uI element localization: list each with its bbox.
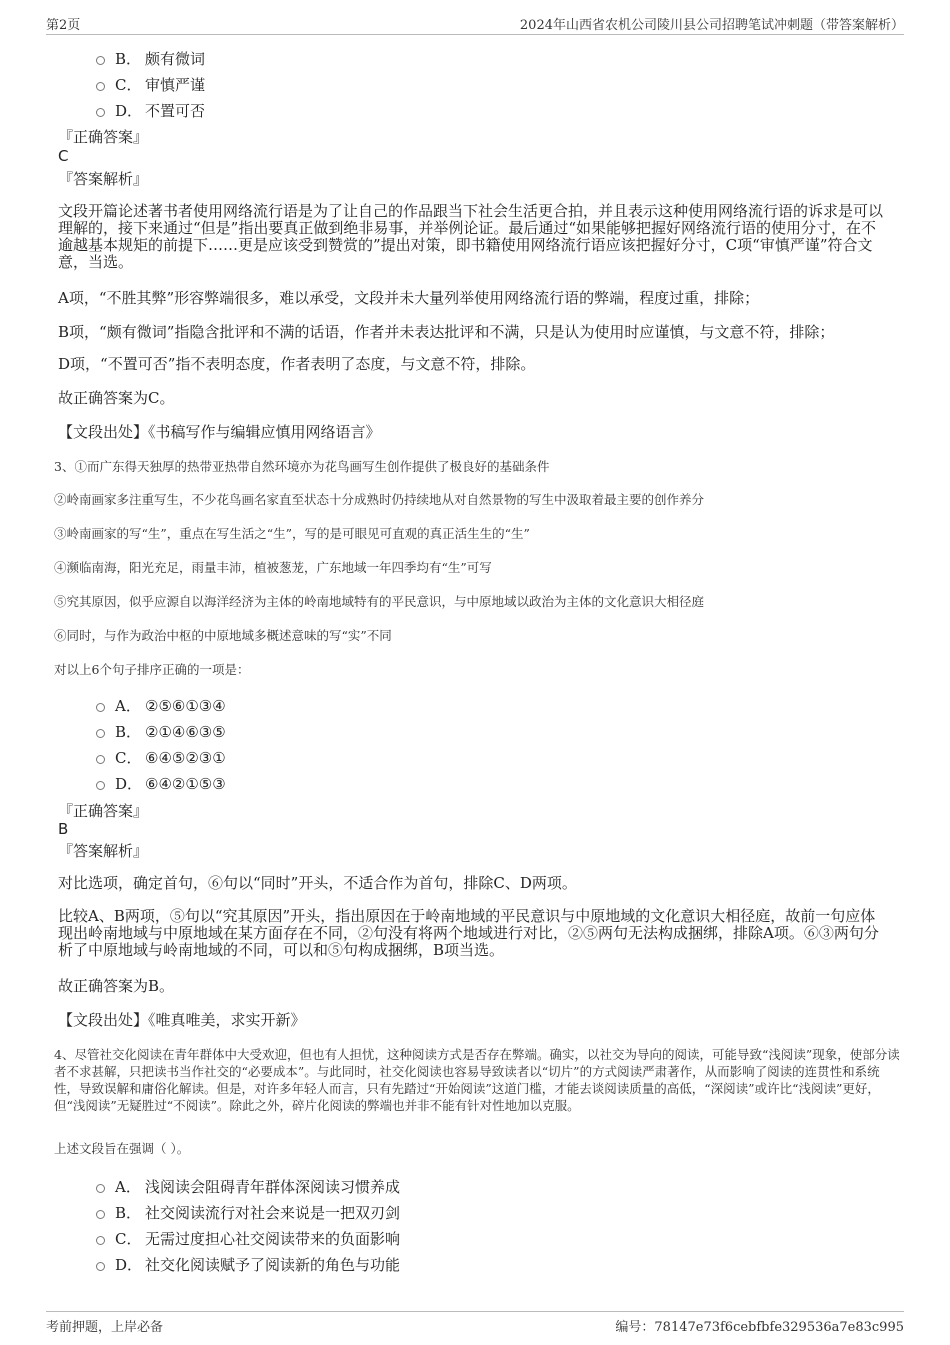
q2-analysis-para: A项，“不胜其弊”形容弊端很多，难以承受，文段并未大量列举使用网络流行语的弊端，程度过重，排除； bbox=[58, 289, 760, 307]
q3-analysis-para: 对比选项，确定首句，⑥句以“同时”开头，不适合作为首句，排除C、D两项。 bbox=[58, 874, 577, 892]
q2-option-c[interactable]: C． 审慎严谨 bbox=[96, 74, 205, 95]
radio-icon[interactable] bbox=[96, 729, 105, 738]
q3-analysis-para: 故正确答案为B。 bbox=[58, 977, 175, 995]
q2-analysis-para: 文段开篇论述著书者使用网络流行语是为了让自己的作品跟当下社会生活更合拍，并且表示这种使用网络流行语的诉求是可以理解的，接下来通过“但是”指出要真正做到绝非易事，并举例论证。最后通过“如果能够把握好网络流行语的使用分寸，在不逾越基本规矩的前提下……更是应该受到赞赏的”提出对策，即书籍使用网络流行语应该把握好分寸，C项“审慎严谨”符合文意，当选。 bbox=[58, 202, 884, 271]
page-header bbox=[46, 12, 904, 35]
radio-icon[interactable] bbox=[96, 108, 105, 117]
q3-sentence: ④濒临南海，阳光充足，雨量丰沛，植被葱茏，广东地域一年四季均有“生”可写 bbox=[54, 560, 492, 575]
q2-analysis-label: 『答案解析』 bbox=[58, 170, 149, 188]
radio-icon[interactable] bbox=[96, 82, 105, 91]
q4-option-b[interactable]: B． 社交阅读流行对社会来说是一把双刃剑 bbox=[96, 1202, 400, 1223]
q3-sentence: ⑤究其原因，似乎应源自以海洋经济为主体的岭南地域特有的平民意识，与中原地域以政治为主体的文化意识大相径庭 bbox=[54, 594, 705, 609]
q3-option-c[interactable]: C． ⑥④⑤②③① bbox=[96, 747, 226, 768]
q4-option-c[interactable]: C． 无需过度担心社交阅读带来的负面影响 bbox=[96, 1228, 400, 1249]
q3-sentence: ⑥同时，与作为政治中枢的中原地域多概述意味的写“实”不同 bbox=[54, 628, 392, 643]
q3-analysis-label: 『答案解析』 bbox=[58, 842, 149, 860]
q2-answer-label: 『正确答案』 bbox=[58, 128, 149, 146]
q4-stem: 上述文段旨在强调（ ）。 bbox=[54, 1141, 190, 1156]
q3-option-b[interactable]: B． ②①④⑥③⑤ bbox=[96, 721, 226, 742]
radio-icon[interactable] bbox=[96, 1210, 105, 1219]
q4-passage: 4、尽管社交化阅读在青年群体中大受欢迎，但也有人担忧，这种阅读方式是否存在弊端。确实，以社交为导向的阅读，可能导致“浅阅读”现象，使部分读者不求甚解，只把读书当作社交的“必要成本”。与此同时，社交化阅读也容易导致读者以“切片”的方式阅读严肃著作，从而影响了阅读的连贯性和系统性，导致误解和庸俗化解读。但是，对许多年轻人而言，只有先踏过“开始阅读”这道门槛，才能去谈阅读质量的高低，“深阅读”或许比“浅阅读”更好，但“浅阅读”无疑胜过“不阅读”。除此之外，碎片化阅读的弊端也并非不能有针对性地加以克服。 bbox=[54, 1047, 900, 1113]
q2-source: 【文段出处】《书稿写作与编辑应慎用网络语言》 bbox=[58, 423, 381, 441]
q4-option-d[interactable]: D． 社交化阅读赋予了阅读新的角色与功能 bbox=[96, 1254, 400, 1275]
q3-answer: B bbox=[58, 820, 69, 838]
q2-answer: C bbox=[58, 147, 69, 165]
document-title: 2024年山西省农机公司陵川县公司招聘笔试冲刺题（带答案解析） bbox=[519, 18, 904, 33]
q3-analysis-para: 比较A、B两项，⑤句以“究其原因”开头，指出原因在于岭南地域的平民意识与中原地域的文化意识大相径庭，故前一句应体现出岭南地域与中原地域在某方面存在不同，②句没有将两个地域进行对比，②⑤两句无法构成捆绑，排除A项。⑥③两句分析了中原地域与岭南地域的不同，可以和⑤句构成捆绑，B项当选。 bbox=[58, 907, 879, 959]
q3-source: 【文段出处】《唯真唯美，求实开新》 bbox=[58, 1011, 306, 1029]
q2-analysis-para: B项，“颇有微词”指隐含批评和不满的话语，作者并未表达批评和不满，只是认为使用时应谨慎，与文意不符，排除； bbox=[58, 323, 835, 341]
page-number: 第2页 bbox=[46, 18, 81, 33]
q3-sentence: ②岭南画家多注重写生，不少花鸟画名家直至状态十分成熟时仍持续地从对自然景物的写生中汲取着最主要的创作养分 bbox=[54, 492, 705, 507]
q2-option-d[interactable]: D． 不置可否 bbox=[96, 100, 205, 121]
q3-answer-label: 『正确答案』 bbox=[58, 802, 149, 820]
q4-option-a[interactable]: A． 浅阅读会阻碍青年群体深阅读习惯养成 bbox=[96, 1176, 400, 1197]
q3-sentence: 3、①而广东得天独厚的热带亚热带自然环境亦为花鸟画写生创作提供了极良好的基础条件 bbox=[54, 459, 550, 474]
radio-icon[interactable] bbox=[96, 56, 105, 65]
radio-icon[interactable] bbox=[96, 1236, 105, 1245]
q3-option-d[interactable]: D． ⑥④②①⑤③ bbox=[96, 773, 226, 794]
radio-icon[interactable] bbox=[96, 781, 105, 790]
radio-icon[interactable] bbox=[96, 1262, 105, 1271]
q2-analysis-para: D项，“不置可否”指不表明态度，作者表明了态度，与文意不符，排除。 bbox=[58, 355, 536, 373]
radio-icon[interactable] bbox=[96, 703, 105, 712]
radio-icon[interactable] bbox=[96, 755, 105, 764]
q3-option-a[interactable]: A． ②⑤⑥①③④ bbox=[96, 695, 226, 716]
q2-analysis-para: 故正确答案为C。 bbox=[58, 389, 175, 407]
q3-stem: 对以上6个句子排序正确的一项是： bbox=[54, 662, 250, 677]
radio-icon[interactable] bbox=[96, 1184, 105, 1193]
document-id: 编号：78147e73f6cebfbfe329536a7e83c995 bbox=[615, 1320, 904, 1335]
page-footer bbox=[46, 1311, 904, 1340]
footer-slogan: 考前押题，上岸必备 bbox=[46, 1320, 164, 1335]
q2-option-b[interactable]: B． 颇有微词 bbox=[96, 48, 205, 69]
q3-sentence: ③岭南画家的写“生”，重点在写生活之“生”，写的是可眼见可直观的真正活生生的“生” bbox=[54, 526, 530, 541]
